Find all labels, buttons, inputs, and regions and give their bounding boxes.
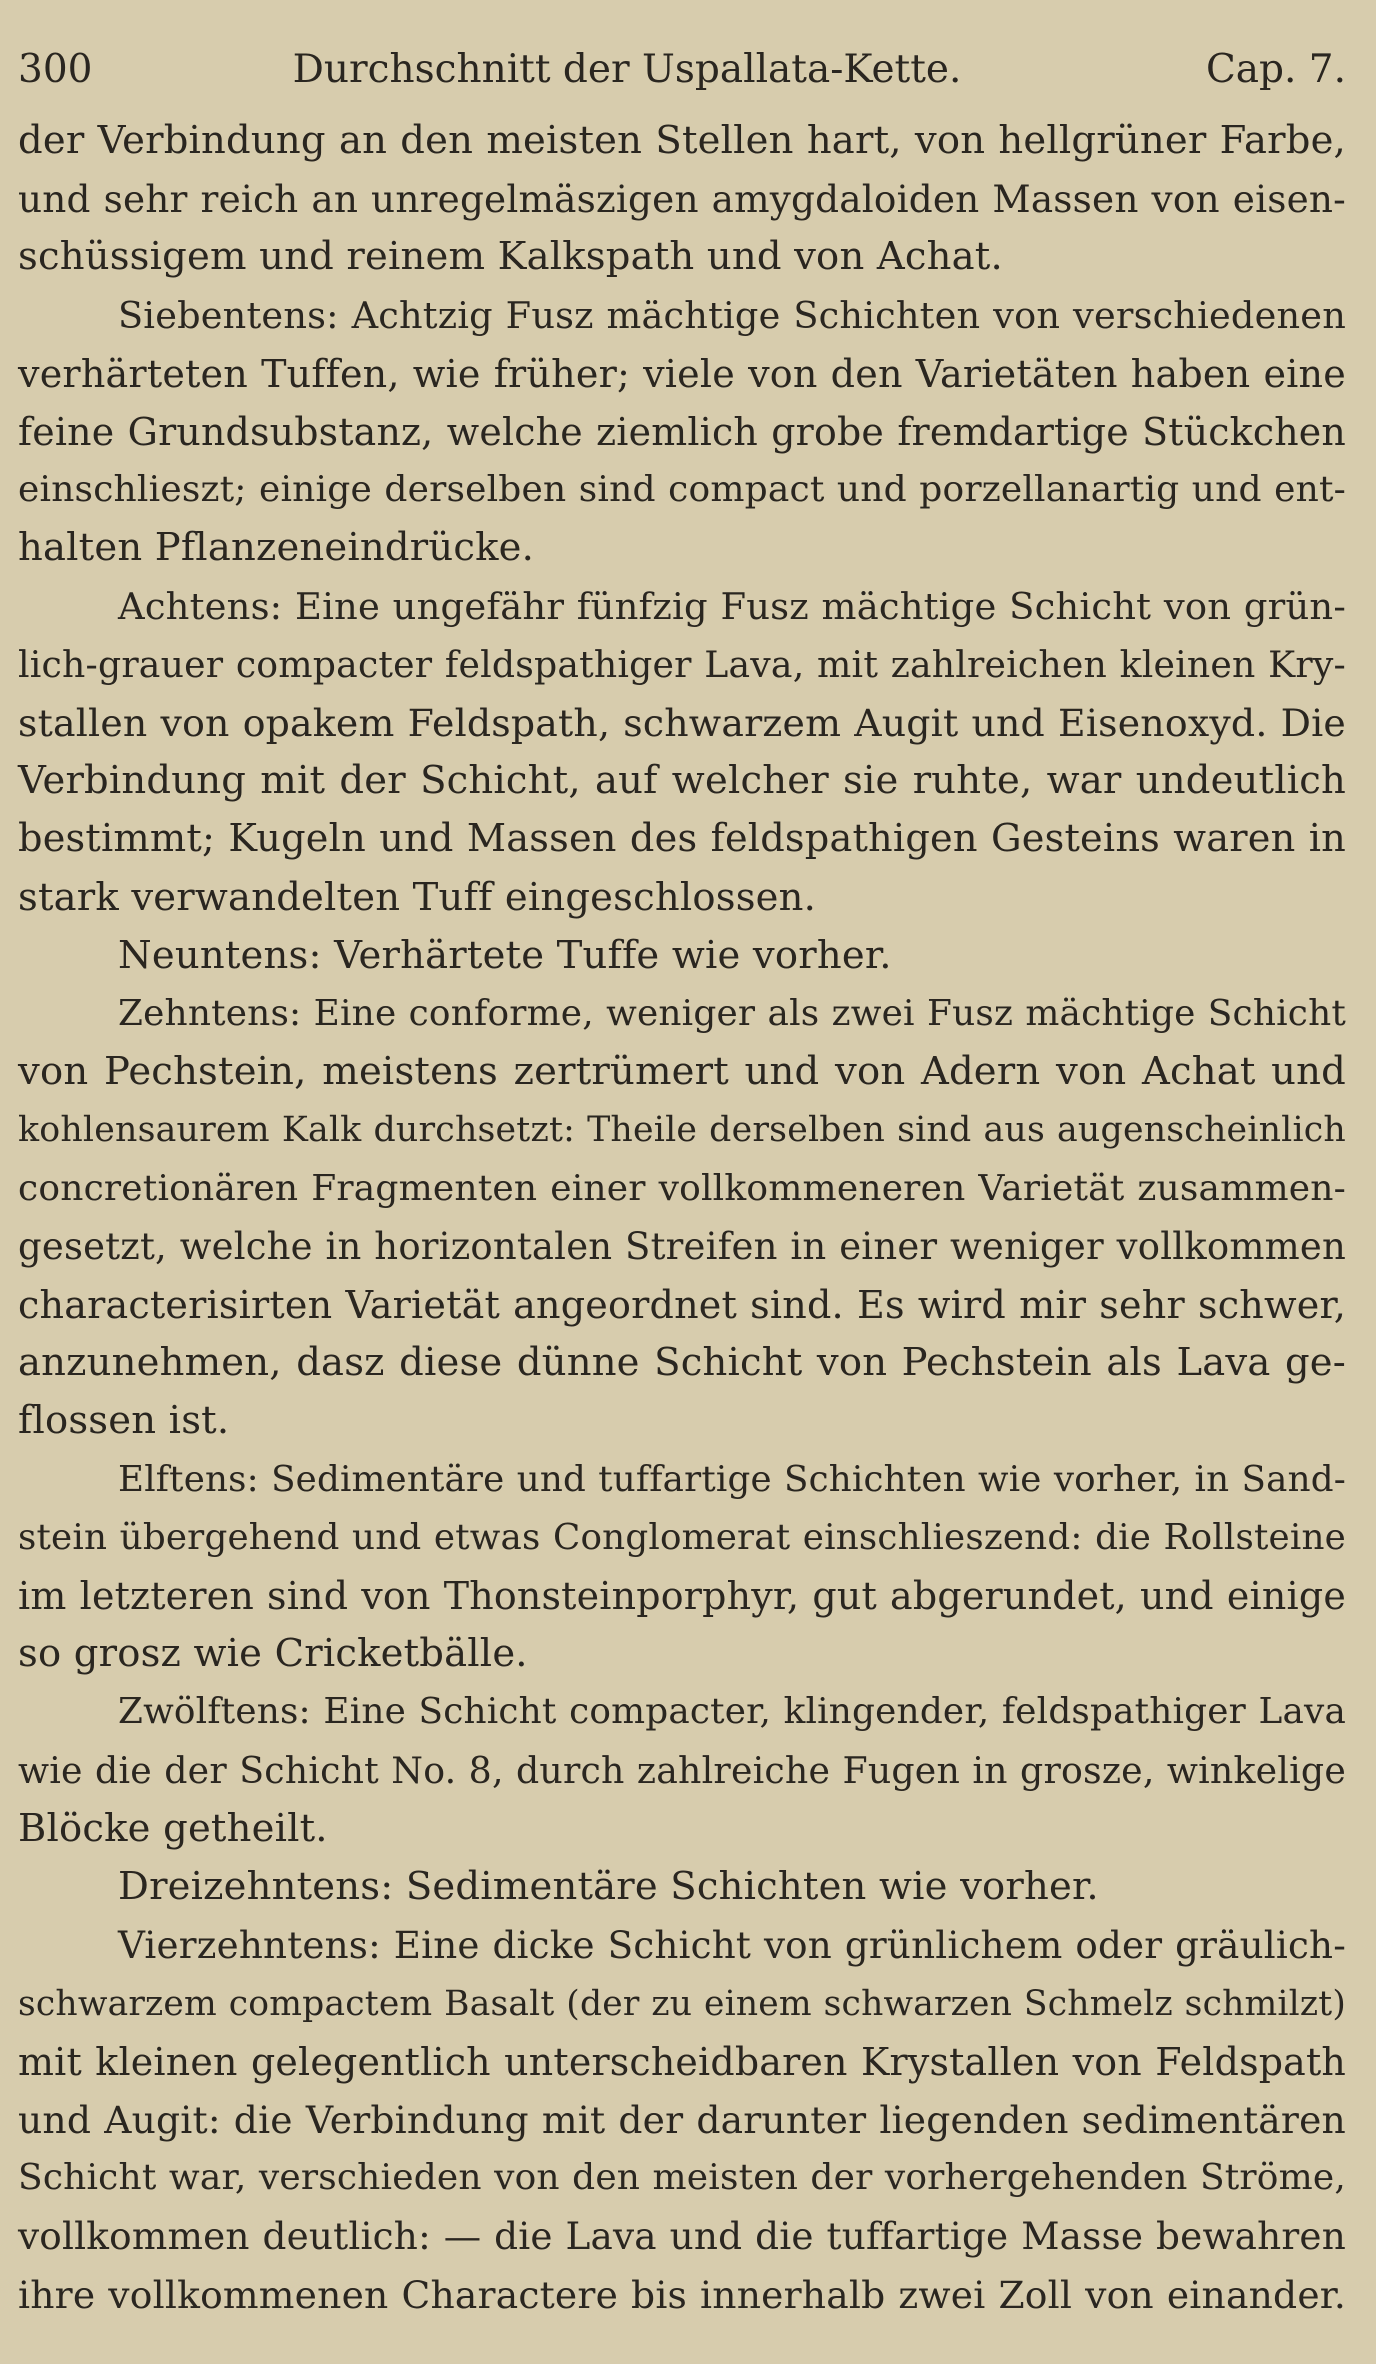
text-line: Neuntens: Verhärtete Tuffe wie vorher.	[118, 932, 892, 978]
text-line: Vierzehntens: Eine dicke Schicht von grünlichem oder gräulich-	[118, 1923, 1346, 1968]
text-line: feine Grundsubstanz, welche ziemlich grobe fremdartige Stückchen	[18, 410, 1346, 455]
text-line: schwarzem compactem Basalt (der zu einem schwarzen Schmelz schmilzt)	[18, 1983, 1346, 2024]
running-title: Durchschnitt der Uspallata-Kette.	[292, 47, 962, 92]
text-line: Zwölftens: Eine Schicht compacter, klingender, feldspathiger Lava	[118, 1691, 1346, 1733]
text-line: Dreizehntens: Sedimentäre Schichten wie vorher.	[118, 1864, 1099, 1910]
text-line: Siebentens: Achtzig Fusz mächtige Schichten von verschiedenen	[118, 293, 1346, 337]
text-line: vollkommen deutlich: — die Lava und die tuffartige Masse bewahren	[18, 2214, 1346, 2259]
text-line: und Augit: die Verbindung mit der darunter liegenden sedimentären	[18, 2097, 1346, 2142]
text-line: ihre vollkommenen Charactere bis innerhalb zwei Zoll von einander.	[18, 2272, 1346, 2317]
text-line: Schicht war, verschieden von den meisten der vorhergehenden Ströme,	[18, 2157, 1346, 2199]
text-line: Zehntens: Eine conforme, weniger als zwei Fusz mächtige Schicht	[118, 993, 1346, 1035]
text-line: und sehr reich an unregelmäszigen amygdaloiden Massen von eisen-	[18, 177, 1346, 222]
text-line: stein übergehend und etwas Conglomerat einschlieszend: die Rollsteine	[18, 1516, 1346, 1558]
chapter-label: Cap. 7.	[1205, 47, 1346, 92]
text-line: gesetzt, welche in horizontalen Streifen in einer weniger vollkommen	[18, 1224, 1346, 1268]
text-line: einschlieszt; einige derselben sind compact und porzellanartig und ent-	[18, 469, 1346, 511]
text-line: Blöcke getheilt.	[18, 1805, 328, 1851]
text-line: stallen von opakem Feldspath, schwarzem Augit und Eisenoxyd. Die	[18, 701, 1346, 746]
text-line: Elftens: Sedimentäre und tuffartige Schichten wie vorher, in Sand-	[118, 1458, 1346, 1500]
text-line: schüssigem und reinem Kalkspath und von Achat.	[18, 234, 1003, 280]
page-number: 300	[18, 47, 93, 92]
text-line: kohlensaurem Kalk durchsetzt: Theile derselben sind aus augenscheinlich	[18, 1110, 1346, 1151]
text-line: der Verbindung an den meisten Stellen hart, von hellgrüner Farbe,	[18, 118, 1346, 163]
text-line: stark verwandelten Tuff eingeschlossen.	[18, 874, 817, 920]
text-line: von Pechstein, meistens zertrümert und von Adern von Achat und	[18, 1049, 1346, 1095]
text-line: bestimmt; Kugeln und Massen des feldspathigen Gesteins waren in	[18, 816, 1346, 862]
text-line: concretionären Fragmenten einer vollkommeneren Varietät zusammen-	[18, 1167, 1346, 1209]
text-line: im letzteren sind von Thonsteinporphyr, gut abgerundet, und einige	[18, 1574, 1346, 1619]
text-line: so grosz wie Cricketbälle.	[18, 1631, 528, 1677]
text-line: anzunehmen, dasz diese dünne Schicht von Pechstein als Lava ge-	[18, 1340, 1346, 1386]
text-line: mit kleinen gelegentlich unterscheidbaren Krystallen von Feldspath	[18, 2039, 1346, 2084]
text-line: wie die der Schicht No. 8, durch zahlreiche Fugen in grosze, winkelige	[18, 1748, 1346, 1792]
text-line: flossen ist.	[18, 1398, 230, 1444]
text-line: Achtens: Eine ungefähr fünfzig Fusz mächtige Schicht von grün-	[118, 584, 1346, 628]
text-line: verhärteten Tuffen, wie früher; viele von den Varietäten haben eine	[18, 351, 1346, 396]
body-text	[18, 112, 1346, 2324]
text-line: lich-grauer compacter feldspathiger Lava, mit zahlreichen kleinen Kry-	[18, 642, 1346, 686]
text-line: characterisirten Varietät angeordnet sind. Es wird mir sehr schwer,	[18, 1283, 1346, 1328]
text-line: halten Pflanzeneindrücke.	[18, 525, 535, 571]
text-line: Verbindung mit der Schicht, auf welcher sie ruhte, war undeutlich	[18, 758, 1346, 804]
page-header	[18, 40, 1346, 106]
